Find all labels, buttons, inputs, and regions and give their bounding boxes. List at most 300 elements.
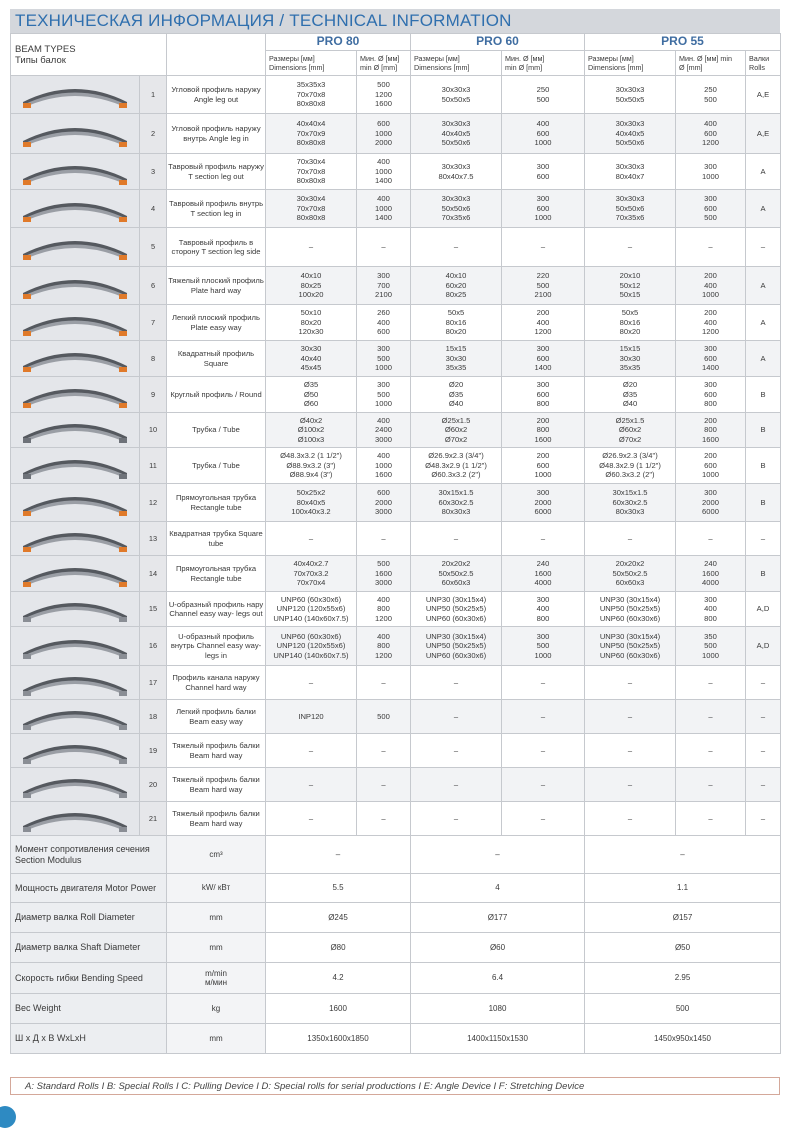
table-row <box>11 627 781 666</box>
pro60-dimensions: – <box>411 666 502 700</box>
spec-row <box>11 963 781 994</box>
pro60-min-diameter: 220 500 2100 <box>502 267 585 305</box>
t-section-side-icon <box>17 232 133 262</box>
pro80-dimensions: 35x35x3 70x70x8 80x80x8 <box>266 76 357 114</box>
row-number: 14 <box>140 556 167 592</box>
profile-image <box>11 190 140 228</box>
spec-row <box>11 933 781 963</box>
profile-name: Угловой профиль наружу Angle leg out <box>167 76 266 114</box>
rolls: B <box>746 413 781 448</box>
beam-types-en: BEAM TYPES <box>15 43 76 55</box>
beam-hard-way-icon <box>17 804 133 834</box>
profile-name: Прямоугольная трубка Rectangle tube <box>167 556 266 592</box>
pro60-min-diameter: 250 500 <box>502 76 585 114</box>
pro55-min-diameter: 250 500 <box>676 76 746 114</box>
pro55-min-diameter: – <box>676 522 746 556</box>
rolls: – <box>746 522 781 556</box>
spec-label: Мощность двигателя Motor Power <box>11 874 167 903</box>
table-row <box>11 484 781 522</box>
spec-pro60: 4 <box>411 874 585 903</box>
pro55-min-diameter: 300 600 800 <box>676 377 746 413</box>
beam-hard-way-icon <box>17 736 133 766</box>
pro55-min-diameter: – <box>676 700 746 734</box>
rolls: – <box>746 768 781 802</box>
model-pro80: PRO 80 <box>266 34 411 51</box>
pro80-min-diameter: 260 400 600 <box>357 305 411 341</box>
profile-image <box>11 522 140 556</box>
spec-unit: m/min м/мин <box>167 963 266 994</box>
rolls: – <box>746 734 781 768</box>
pro55-min-diameter: 300 1000 <box>676 154 746 190</box>
pro80-dimensions: Ø40x2 Ø100x2 Ø100x3 <box>266 413 357 448</box>
model-pro55: PRO 55 <box>585 34 781 51</box>
row-number: 21 <box>140 802 167 836</box>
pro80-min-diameter: – <box>357 768 411 802</box>
pro60-dimensions: 40x10 60x20 80x25 <box>411 267 502 305</box>
profile-name: Угловой профиль наружу внутрь Angle leg in <box>167 114 266 154</box>
pro55-dimensions: UNP30 (30x15x4) UNP50 (50x25x5) UNP60 (60x30x6) <box>585 592 676 627</box>
pro80-dimensions: Ø48.3x3.2 (1 1/2") Ø88.9x3.2 (3") Ø88.9x4 (3") <box>266 448 357 484</box>
pro60-dimensions: UNP30 (30x15x4) UNP50 (50x25x5) UNP60 (60x30x6) <box>411 627 502 666</box>
pro80-min-diameter: 300 500 1000 <box>357 377 411 413</box>
rectangle-tube-icon <box>17 559 133 589</box>
pro55-dimensions: – <box>585 666 676 700</box>
profile-name: Легкий профиль балки Beam easy way <box>167 700 266 734</box>
table-row <box>11 377 781 413</box>
pro55-dimensions: 30x30x3 40x40x5 50x50x6 <box>585 114 676 154</box>
profile-image <box>11 76 140 114</box>
pro80-min-diameter: 600 2000 3000 <box>357 484 411 522</box>
pro55-min-diameter: – <box>676 666 746 700</box>
profile-image <box>11 228 140 267</box>
pro55-dimensions: – <box>585 734 676 768</box>
pro80-dimensions: – <box>266 666 357 700</box>
beam-types-header <box>11 34 140 76</box>
rolls: A,D <box>746 592 781 627</box>
model-pro60: PRO 60 <box>411 34 585 51</box>
row-number: 10 <box>140 413 167 448</box>
pro55-min-diameter: – <box>676 802 746 836</box>
spec-pro55: 500 <box>585 994 781 1024</box>
pro55-min-diameter: – <box>676 768 746 802</box>
plate-hard-way-icon <box>17 271 133 301</box>
table-row <box>11 666 781 700</box>
row-number: 2 <box>140 114 167 154</box>
pro80-min-diameter: – <box>357 666 411 700</box>
pro80-min-diameter: 300 500 1000 <box>357 341 411 377</box>
spec-row <box>11 994 781 1024</box>
profile-name: Тяжелый профиль балки Beam hard way <box>167 734 266 768</box>
spec-label: Момент сопротивления сечения Section Modulus <box>11 836 167 874</box>
pro55-dimensions: UNP30 (30x15x4) UNP50 (50x25x5) UNP60 (60x30x6) <box>585 627 676 666</box>
rectangle-tube-icon <box>17 488 133 518</box>
pro60-min-diameter: 240 1600 4000 <box>502 556 585 592</box>
table-row <box>11 114 781 154</box>
pro55-min-diameter: 240 1600 4000 <box>676 556 746 592</box>
pro60-min-diameter: – <box>502 228 585 267</box>
pro80-min-diameter: 500 1200 1600 <box>357 76 411 114</box>
pro60-min-diameter: 300 600 1400 <box>502 341 585 377</box>
row-number: 15 <box>140 592 167 627</box>
pro55-dimensions: – <box>585 522 676 556</box>
pro60-min-diameter: 300 600 <box>502 154 585 190</box>
profile-name: Тавровый профиль наружу T section leg out <box>167 154 266 190</box>
table-row <box>11 448 781 484</box>
dim-header: Размеры [мм] Dimensions [mm] <box>411 51 502 76</box>
profile-image <box>11 734 140 768</box>
square-bar-icon <box>17 344 133 374</box>
spec-unit: mm <box>167 933 266 963</box>
profile-image <box>11 154 140 190</box>
rolls: A <box>746 305 781 341</box>
spec-row <box>11 836 781 874</box>
pro60-min-diameter: – <box>502 666 585 700</box>
spec-pro55: Ø50 <box>585 933 781 963</box>
beam-easy-way-icon <box>17 702 133 732</box>
spec-pro60: Ø60 <box>411 933 585 963</box>
pro55-dimensions: – <box>585 228 676 267</box>
spec-label: Диаметр валка Shaft Diameter <box>11 933 167 963</box>
profile-name: Круглый профиль / Round <box>167 377 266 413</box>
spec-pro80: 1600 <box>266 994 411 1024</box>
pro80-dimensions: 50x25x2 80x40x5 100x40x3.2 <box>266 484 357 522</box>
pro60-dimensions: 30x30x3 50x50x5 <box>411 76 502 114</box>
row-number: 12 <box>140 484 167 522</box>
profile-image <box>11 768 140 802</box>
profile-name: Прямоугольная трубка Rectangle tube <box>167 484 266 522</box>
row-number: 13 <box>140 522 167 556</box>
pro80-dimensions: 40x40x4 70x70x9 80x80x8 <box>266 114 357 154</box>
pro80-min-diameter: – <box>357 802 411 836</box>
profile-name: Тавровый профиль в сторону T section leg side <box>167 228 266 267</box>
pro55-min-diameter: 200 600 1000 <box>676 448 746 484</box>
row-number: 7 <box>140 305 167 341</box>
pro60-dimensions: Ø20 Ø35 Ø40 <box>411 377 502 413</box>
spec-unit: mm <box>167 1024 266 1054</box>
pro80-min-diameter: 400 1000 1600 <box>357 448 411 484</box>
table-row <box>11 228 781 267</box>
pro80-min-diameter: 300 700 2100 <box>357 267 411 305</box>
table-row <box>11 802 781 836</box>
spec-row <box>11 874 781 903</box>
spec-label: Скорость гибки Bending Speed <box>11 963 167 994</box>
page-title: ТЕХНИЧЕСКАЯ ИНФОРМАЦИЯ / TECHNICAL INFORMATION <box>15 11 512 30</box>
profile-name: Тяжелый профиль балки Beam hard way <box>167 802 266 836</box>
pro55-dimensions: – <box>585 768 676 802</box>
table-row <box>11 154 781 190</box>
profile-image <box>11 556 140 592</box>
dim-header: Размеры [мм] Dimensions [mm] <box>585 51 676 76</box>
table-row <box>11 76 781 114</box>
channel-hard-way-icon <box>17 668 133 698</box>
pro60-min-diameter: 200 600 1000 <box>502 448 585 484</box>
spec-pro80: – <box>266 836 411 874</box>
row-number: 9 <box>140 377 167 413</box>
pro60-min-diameter: – <box>502 734 585 768</box>
pro55-dimensions: 30x30x3 50x50x6 70x35x6 <box>585 190 676 228</box>
pro60-min-diameter: 300 600 800 <box>502 377 585 413</box>
table-row <box>11 592 781 627</box>
t-section-in-icon <box>17 194 133 224</box>
spec-pro80: Ø80 <box>266 933 411 963</box>
pro60-min-diameter: 400 600 1000 <box>502 114 585 154</box>
pro55-min-diameter: 300 400 800 <box>676 592 746 627</box>
technical-table <box>10 33 781 1054</box>
tube-icon <box>17 451 133 481</box>
pro80-min-diameter: 400 2400 3000 <box>357 413 411 448</box>
page-corner-badge <box>0 1106 16 1128</box>
profile-image <box>11 305 140 341</box>
spec-pro55: Ø157 <box>585 903 781 933</box>
pro55-dimensions: 20x10 50x12 50x15 <box>585 267 676 305</box>
pro80-dimensions: UNP60 (60x30x6) UNP120 (120x55x6) UNP140 (140x60x7.5) <box>266 592 357 627</box>
pro60-min-diameter: – <box>502 700 585 734</box>
pro80-min-diameter: 400 800 1200 <box>357 627 411 666</box>
angle-in-profile-icon <box>17 119 133 149</box>
min-header: Мин. Ø [мм] min Ø [mm] <box>502 51 585 76</box>
pro60-min-diameter: 200 400 1200 <box>502 305 585 341</box>
table-row <box>11 522 781 556</box>
row-number: 19 <box>140 734 167 768</box>
pro80-dimensions: 50x10 80x20 120x30 <box>266 305 357 341</box>
table-row <box>11 267 781 305</box>
profile-name: Квадратный профиль Square <box>167 341 266 377</box>
pro55-dimensions: 15x15 30x30 35x35 <box>585 341 676 377</box>
beam-types-ru: Типы балок <box>15 54 66 66</box>
rolls: – <box>746 228 781 267</box>
profile-name: Профиль канала наружу Channel hard way <box>167 666 266 700</box>
header-spacer <box>167 34 266 76</box>
pro60-dimensions: 30x30x3 80x40x7.5 <box>411 154 502 190</box>
profile-image <box>11 666 140 700</box>
pro55-dimensions: Ø25x1.5 Ø60x2 Ø70x2 <box>585 413 676 448</box>
table-row <box>11 556 781 592</box>
spec-pro55: 2.95 <box>585 963 781 994</box>
table-row <box>11 305 781 341</box>
pro60-min-diameter: – <box>502 768 585 802</box>
spec-pro80: Ø245 <box>266 903 411 933</box>
rolls: – <box>746 700 781 734</box>
pro80-min-diameter: – <box>357 522 411 556</box>
profile-name: Трубка / Tube <box>167 413 266 448</box>
profile-image <box>11 627 140 666</box>
pro55-min-diameter: 350 500 1000 <box>676 627 746 666</box>
pro60-dimensions: – <box>411 734 502 768</box>
pro60-min-diameter: – <box>502 802 585 836</box>
pro60-dimensions: Ø25x1.5 Ø60x2 Ø70x2 <box>411 413 502 448</box>
profile-image <box>11 802 140 836</box>
pro80-dimensions: 30x30 40x40 45x45 <box>266 341 357 377</box>
model-header-row <box>11 34 781 51</box>
row-number: 5 <box>140 228 167 267</box>
profile-name: Трубка / Tube <box>167 448 266 484</box>
profile-name: U-образный профиль внутрь Channel easy way-legs in <box>167 627 266 666</box>
profile-name: Квадратная трубка Square tube <box>167 522 266 556</box>
spec-unit: kg <box>167 994 266 1024</box>
rolls: – <box>746 802 781 836</box>
pro55-min-diameter: – <box>676 734 746 768</box>
pro80-dimensions: 30x30x4 70x70x8 80x80x8 <box>266 190 357 228</box>
row-number: 18 <box>140 700 167 734</box>
pro55-dimensions: 50x5 80x16 80x20 <box>585 305 676 341</box>
spec-pro55: – <box>585 836 781 874</box>
spec-pro60: 1400x1150x1530 <box>411 1024 585 1054</box>
spec-label: Вес Weight <box>11 994 167 1024</box>
pro60-dimensions: – <box>411 700 502 734</box>
spec-pro60: – <box>411 836 585 874</box>
pro80-min-diameter: 400 1000 1400 <box>357 154 411 190</box>
rolls: B <box>746 484 781 522</box>
table-body <box>11 34 781 1054</box>
pro80-dimensions: INP120 <box>266 700 357 734</box>
table-row <box>11 413 781 448</box>
pro60-dimensions: UNP30 (30x15x4) UNP50 (50x25x5) UNP60 (60x30x6) <box>411 592 502 627</box>
title-bar <box>10 9 780 33</box>
pro55-dimensions: – <box>585 700 676 734</box>
rolls: A <box>746 267 781 305</box>
profile-image <box>11 341 140 377</box>
profile-name: Тяжелый профиль балки Beam hard way <box>167 768 266 802</box>
round-bar-icon <box>17 380 133 410</box>
spec-pro80: 1350x1600x1850 <box>266 1024 411 1054</box>
pro80-dimensions: – <box>266 734 357 768</box>
pro55-min-diameter: 300 600 500 <box>676 190 746 228</box>
pro60-min-diameter: 200 800 1600 <box>502 413 585 448</box>
row-number: 20 <box>140 768 167 802</box>
pro55-dimensions: 30x15x1.5 60x30x2.5 80x30x3 <box>585 484 676 522</box>
profile-name: U-образный профиль нару Channel easy way- legs out <box>167 592 266 627</box>
tube-icon <box>17 415 133 445</box>
rolls: A <box>746 154 781 190</box>
pro80-dimensions: – <box>266 802 357 836</box>
rolls: A,E <box>746 114 781 154</box>
spec-pro55: 1450x950x1450 <box>585 1024 781 1054</box>
spec-unit: cm³ <box>167 836 266 874</box>
spec-pro60: 1080 <box>411 994 585 1024</box>
table-row <box>11 341 781 377</box>
channel-legs-out-icon <box>17 594 133 624</box>
row-number: 17 <box>140 666 167 700</box>
profile-image <box>11 377 140 413</box>
row-number: 16 <box>140 627 167 666</box>
row-number: 8 <box>140 341 167 377</box>
pro60-dimensions: 30x15x1.5 60x30x2.5 80x30x3 <box>411 484 502 522</box>
profile-image <box>11 484 140 522</box>
spec-pro60: Ø177 <box>411 903 585 933</box>
rolls: B <box>746 448 781 484</box>
spec-pro55: 1.1 <box>585 874 781 903</box>
pro55-dimensions: 30x30x3 80x40x7 <box>585 154 676 190</box>
profile-image <box>11 700 140 734</box>
pro55-min-diameter: 300 600 1400 <box>676 341 746 377</box>
channel-legs-in-icon <box>17 631 133 661</box>
pro80-min-diameter: 500 <box>357 700 411 734</box>
pro55-min-diameter: 300 2000 6000 <box>676 484 746 522</box>
pro55-dimensions: – <box>585 802 676 836</box>
profile-name: Тавровый профиль внутрь T section leg in <box>167 190 266 228</box>
beam-hard-way-icon <box>17 770 133 800</box>
profile-image <box>11 592 140 627</box>
pro60-min-diameter: 300 500 1000 <box>502 627 585 666</box>
pro55-min-diameter: 400 600 1200 <box>676 114 746 154</box>
profile-image <box>11 114 140 154</box>
spec-pro80: 5.5 <box>266 874 411 903</box>
pro60-dimensions: – <box>411 768 502 802</box>
legend: A: Standard Rolls I B: Special Rolls I C: Pulling Device I D: Special rolls for serial productions I E: Angle Device I F: Stretching Device <box>10 1077 780 1095</box>
pro80-min-diameter: 400 800 1200 <box>357 592 411 627</box>
pro55-min-diameter: – <box>676 228 746 267</box>
rolls: A <box>746 190 781 228</box>
t-section-out-icon <box>17 157 133 187</box>
spec-unit: kW/ кВт <box>167 874 266 903</box>
pro60-dimensions: 30x30x3 50x50x6 70x35x6 <box>411 190 502 228</box>
profile-name: Тяжелый плоский профиль Plate hard way <box>167 267 266 305</box>
pro60-min-diameter: 300 400 800 <box>502 592 585 627</box>
rolls: A,E <box>746 76 781 114</box>
pro80-min-diameter: 400 1000 1400 <box>357 190 411 228</box>
pro55-dimensions: 20x20x2 50x50x2.5 60x60x3 <box>585 556 676 592</box>
profile-image <box>11 448 140 484</box>
pro60-dimensions: – <box>411 228 502 267</box>
pro55-dimensions: 30x30x3 50x50x5 <box>585 76 676 114</box>
square-tube-icon <box>17 524 133 554</box>
pro80-dimensions: – <box>266 768 357 802</box>
spec-label: Диаметр валка Roll Diameter <box>11 903 167 933</box>
pro55-min-diameter: 200 400 1200 <box>676 305 746 341</box>
pro60-dimensions: – <box>411 802 502 836</box>
pro80-min-diameter: 500 1600 3000 <box>357 556 411 592</box>
dim-header: Размеры [мм] Dimensions [mm] <box>266 51 357 76</box>
pro55-min-diameter: 200 800 1600 <box>676 413 746 448</box>
pro80-min-diameter: – <box>357 734 411 768</box>
pro80-dimensions: 70x30x4 70x70x8 80x80x8 <box>266 154 357 190</box>
pro60-dimensions: 30x30x3 40x40x5 50x50x6 <box>411 114 502 154</box>
row-number: 11 <box>140 448 167 484</box>
rolls: B <box>746 556 781 592</box>
spec-row <box>11 903 781 933</box>
row-number: 4 <box>140 190 167 228</box>
pro80-dimensions: – <box>266 522 357 556</box>
spec-row <box>11 1024 781 1054</box>
pro60-min-diameter: 300 2000 6000 <box>502 484 585 522</box>
min-header: Мин. Ø [мм] min Ø [mm] <box>357 51 411 76</box>
rolls-header: Валки Rolls <box>746 51 781 76</box>
row-number: 3 <box>140 154 167 190</box>
rolls: – <box>746 666 781 700</box>
table-row <box>11 700 781 734</box>
spec-pro60: 6.4 <box>411 963 585 994</box>
pro55-dimensions: Ø26.9x2.3 (3/4") Ø48.3x2.9 (1 1/2") Ø60.3x3.2 (2") <box>585 448 676 484</box>
min-header: Мин. Ø [мм] min Ø [mm] <box>676 51 746 76</box>
rolls: B <box>746 377 781 413</box>
profile-name: Легкий плоский профиль Plate easy way <box>167 305 266 341</box>
pro60-dimensions: 15x15 30x30 35x35 <box>411 341 502 377</box>
pro80-dimensions: 40x10 80x25 100x20 <box>266 267 357 305</box>
pro55-min-diameter: 200 400 1000 <box>676 267 746 305</box>
pro55-dimensions: Ø20 Ø35 Ø40 <box>585 377 676 413</box>
angle-out-profile-icon <box>17 80 133 110</box>
pro80-min-diameter: – <box>357 228 411 267</box>
pro60-dimensions: 20x20x2 50x50x2.5 60x60x3 <box>411 556 502 592</box>
pro60-min-diameter: 300 600 1000 <box>502 190 585 228</box>
pro60-min-diameter: – <box>502 522 585 556</box>
row-number: 1 <box>140 76 167 114</box>
pro80-dimensions: Ø35 Ø50 Ø60 <box>266 377 357 413</box>
profile-image <box>11 267 140 305</box>
pro80-dimensions: UNP60 (60x30x6) UNP120 (120x55x6) UNP140 (140x60x7.5) <box>266 627 357 666</box>
plate-easy-way-icon <box>17 308 133 338</box>
spec-pro80: 4.2 <box>266 963 411 994</box>
